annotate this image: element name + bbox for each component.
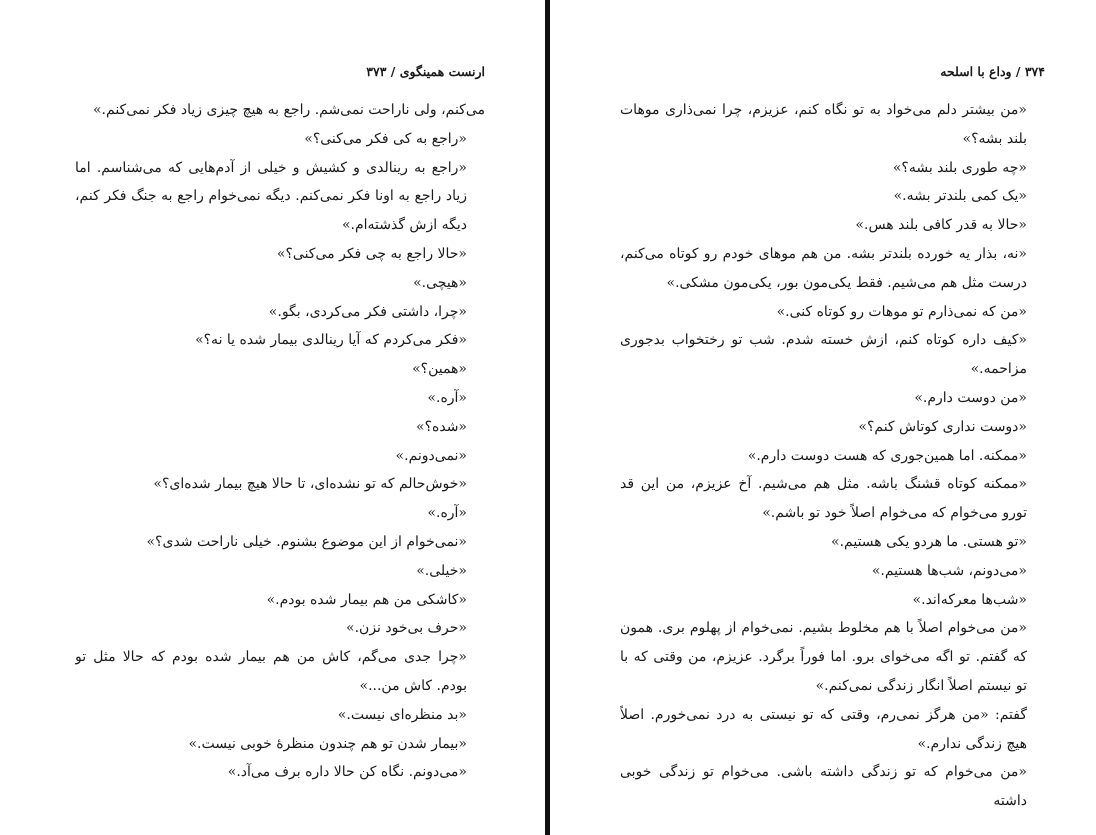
paragraph: «خیلی.» — [416, 562, 467, 579]
paragraph: گفتم: «من هرگز نمی‌رم، وقتی که تو نیستی به درد نمی‌خورم. اصلاً هیچ زندگی ندارم.» — [620, 706, 1027, 752]
paragraph: «چرا، داشتی فکر می‌کردی، بگو.» — [268, 303, 467, 320]
paragraph: «هیچی.» — [413, 274, 467, 291]
paragraph: «من دوست دارم.» — [914, 389, 1027, 406]
paragraph: «حالا راجع به چی فکر می‌کنی؟» — [276, 245, 467, 262]
paragraph: «فکر می‌کردم که آیا رینالدی بیمار شده یا نه؟» — [195, 332, 467, 349]
paragraph: «یک کمی بلندتر بشه.» — [893, 188, 1027, 205]
paragraph: «حالا به قدر کافی بلند هس.» — [855, 217, 1027, 234]
paragraph: می‌کنم، ولی ناراحت نمی‌شم. راجع به هیچ چیزی زیاد فکر نمی‌کنم.» — [92, 102, 485, 118]
paragraph: «می‌دونم. نگاه کن حالا داره برف می‌آد.» — [227, 764, 467, 781]
paragraph: «چه طوری بلند بشه؟» — [892, 159, 1027, 176]
paragraph: «بیمار شدن تو هم چندون منظرهٔ خوبی نیست.» — [188, 735, 467, 752]
paragraph: «چرا جدی می‌گم، کاش من هم بیمار شده بودم که حالا مثل تو بودم. کاش من...» — [75, 649, 467, 694]
paragraph: «آره.» — [427, 389, 467, 406]
book-spine-divider — [545, 0, 550, 835]
paragraph: «من که نمی‌ذارم تو موهات رو کوتاه کنی.» — [776, 303, 1027, 320]
right-page — [620, 0, 1045, 835]
paragraph: «شده؟» — [416, 418, 467, 435]
paragraph: «همین؟» — [412, 361, 467, 378]
right-page-header: ۳۷۴ / وداع با اسلحه — [940, 64, 1045, 79]
paragraph: «می‌دونم، شب‌ها هستیم.» — [871, 562, 1027, 579]
paragraph: «کیف داره کوتاه کنم، ازش خسته شدم. شب تو رختخواب بدجوری مزاحمه.» — [620, 332, 1027, 378]
left-page-body — [75, 96, 485, 787]
paragraph: «راجع به کی فکر می‌کنی؟» — [304, 130, 467, 147]
paragraph: «خوش‌حالم که تو نشده‌ای، تا حالا هیچ بیمار شده‌ای؟» — [153, 476, 467, 493]
paragraph: «دوست نداری کوتاش کنم؟» — [858, 418, 1027, 435]
left-page — [75, 0, 485, 835]
paragraph: «شب‌ها معرکه‌اند.» — [912, 591, 1027, 608]
paragraph: «حرف بی‌خود نزن.» — [346, 620, 467, 637]
paragraph: «کاشکی من هم بیمار شده بودم.» — [266, 591, 467, 608]
paragraph: «نمی‌دونم.» — [395, 447, 467, 464]
paragraph: «من می‌خوام اصلاً با هم مخلوط بشیم. نمی‌خوام از پهلوم بری. همون که گفتم. تو اگه می‌خوای برو. اما فوراً برگرد. عزیزم، من وقتی که با تو نیستم اصلاً انگار زندگی نمی‌کنم.» — [620, 620, 1027, 694]
right-page-body — [620, 96, 1045, 816]
paragraph: «من می‌خوام که تو زندگی داشته باشی. می‌خوام تو زندگی خوبی داشته — [620, 764, 1027, 810]
paragraph: «من بیشتر دلم می‌خواد به تو نگاه کنم، عزیزم، چرا نمی‌ذاری موهات بلند بشه؟» — [620, 102, 1027, 147]
left-page-header: ارنست همینگوی / ۳۷۳ — [366, 64, 485, 79]
paragraph: «بد منظره‌ای نیست.» — [337, 706, 467, 723]
paragraph: «نمی‌خوام از این موضوع بشنوم. خیلی ناراحت شدی؟» — [146, 533, 467, 550]
paragraph: «ممکنه. اما همین‌جوری که هست دوست دارم.» — [747, 447, 1027, 464]
paragraph: «آره.» — [427, 505, 467, 522]
paragraph: «نه، بذار یه خورده بلندتر بشه. من هم موهای خودم رو کوتاه می‌کنم، درست مثل هم می‌شیم. فقط یکی‌مون بور، یکی‌مون مشکی.» — [620, 245, 1027, 291]
paragraph: «تو هستی. ما هردو یکی هستیم.» — [831, 533, 1027, 550]
paragraph: «راجع به رینالدی و کشیش و خیلی از آدم‌هایی که می‌شناسم. اما زیاد راجع به اونا فکر نمی‌کنم. دیگه نمی‌خوام راجع به جنگ فکر کنم، دیگه ازش گذشته‌ام.» — [75, 159, 467, 234]
paragraph: «ممکنه کوتاه قشنگ باشه. مثل هم می‌شیم. آخ عزیزم، من این قد تورو می‌خوام که می‌خوام اصلاً خود تو باشم.» — [620, 476, 1027, 522]
